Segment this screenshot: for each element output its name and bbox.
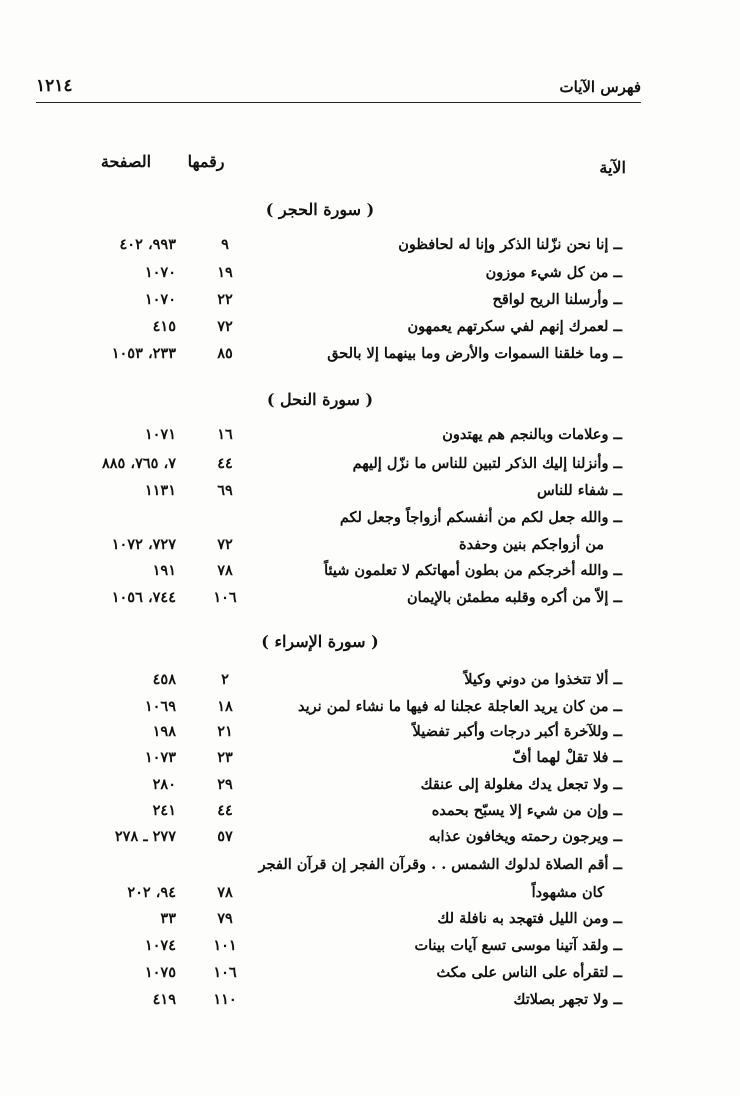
index-row xyxy=(0,937,740,963)
page-references: ٤١٥ xyxy=(152,318,176,335)
surah-title: ( سورة النحل ) xyxy=(266,390,374,409)
verse-text: ــ وللآخرة أكبر درجات وأكبر تفضيلاً xyxy=(412,723,622,740)
page-references: ٧٢٧، ١٠٧٢ xyxy=(111,536,176,553)
verse-text: ــ من كان يريد العاجلة عجلنا له فيها ما نشاء لمن نريد xyxy=(298,698,622,715)
index-row xyxy=(0,802,740,828)
index-row xyxy=(0,589,740,615)
verse-number: ٤٤ xyxy=(217,802,233,819)
index-row xyxy=(0,698,740,724)
verse-text: ــ من كل شيء موزون xyxy=(485,264,622,281)
index-row xyxy=(0,291,740,317)
index-row xyxy=(0,910,740,936)
verse-text: ــ ولا تجهر بصلاتك xyxy=(513,991,622,1008)
index-row xyxy=(0,884,740,910)
page-references: ٢٧٧ ـ ٢٧٨ xyxy=(114,828,176,845)
verse-text: ــ لتقرأه على الناس على مكث xyxy=(436,964,622,981)
page-references: ٢٣٣، ١٠٥٣ xyxy=(111,345,176,362)
page-references: ١٠٧٤ xyxy=(144,937,176,954)
verse-number: ١٨ xyxy=(217,698,233,715)
verse-text: ــ ولقد آتينا موسى تسع آيات بينات xyxy=(414,937,622,954)
verse-text: ــ ولا تجعل يدك مغلولة إلى عنقك xyxy=(420,776,622,793)
index-row xyxy=(0,828,740,854)
verse-text: ــ إلاّ من أكره وقلبه مطمئن بالإيمان xyxy=(407,589,622,606)
verse-number: ٢ xyxy=(221,671,229,688)
column-header-verse: الآية xyxy=(599,158,626,177)
verse-number: ٤٤ xyxy=(217,455,233,472)
verse-number: ٧٨ xyxy=(217,884,233,901)
verse-text: ــ وإن من شيء إلا يسبّح بحمده xyxy=(431,802,622,819)
verse-number: ٧٩ xyxy=(217,910,233,927)
verse-number: ١٦ xyxy=(217,426,233,443)
index-row xyxy=(0,991,740,1017)
page-references: ١٠٦٩ xyxy=(144,698,176,715)
page-references: ١٠٧٠ xyxy=(144,264,176,281)
verse-number: ٧٢ xyxy=(217,318,233,335)
verse-number: ١٠١ xyxy=(213,937,237,954)
index-row xyxy=(0,509,740,535)
page-references: ١١٣١ xyxy=(144,482,176,499)
page-references: ١٩١ xyxy=(152,562,176,579)
verse-number: ٢٣ xyxy=(217,749,233,766)
page-references: ١٠٧٥ xyxy=(144,964,176,981)
index-row xyxy=(0,426,740,452)
verse-number: ٦٩ xyxy=(217,482,233,499)
verse-text: ــ ومن الليل فتهجد به نافلة لك xyxy=(437,910,622,927)
page-references: ٩٤، ٢٠٢ xyxy=(127,884,176,901)
verse-number: ١٩ xyxy=(217,264,233,281)
page-references: ٩٩٣، ٤٠٢ xyxy=(119,236,176,253)
page-references: ٣٣ xyxy=(160,910,176,927)
verse-number: ٩ xyxy=(221,236,229,253)
verse-number: ٧٢ xyxy=(217,536,233,553)
verse-number: ١٠٦ xyxy=(213,589,237,606)
page-references: ١٠٧٠ xyxy=(144,291,176,308)
page-references: ٧، ٧٦٥، ٨٨٥ xyxy=(101,455,176,472)
column-header-page: الصفحة xyxy=(100,152,152,171)
page-references: ١٠٧١ xyxy=(144,426,176,443)
page-references: ٢٨٠ xyxy=(152,776,176,793)
index-row xyxy=(0,749,740,775)
verse-text: ــ فلا تقلْ لهما أفّ xyxy=(512,749,622,766)
verse-number: ٢٩ xyxy=(217,776,233,793)
verse-text: ــ والله جعل لكم من أنفسكم أزواجاً وجعل لكم xyxy=(339,509,622,526)
verse-text: ــ أقم الصلاة لدلوك الشمس . . وقرآن الفجر إن قرآن الفجر xyxy=(258,856,622,873)
verse-text: ــ وأنزلنا إليك الذكر لتبين للناس ما نزّل إليهم xyxy=(352,455,622,472)
verse-text: ــ إنا نحن نزّلنا الذكر وإنا له لحافظون xyxy=(398,236,622,253)
index-row xyxy=(0,856,740,882)
page-number: ١٢١٤ xyxy=(36,76,73,96)
verse-text: ــ والله أخرجكم من بطون أمهاتكم لا تعلمون شيئاً xyxy=(324,562,622,579)
verse-number: ٨٥ xyxy=(217,345,233,362)
index-row xyxy=(0,562,740,588)
verse-text: ــ وعلامات وبالنجم هم يهتدون xyxy=(442,426,622,443)
index-row xyxy=(0,455,740,481)
verse-text: ــ وما خلقنا السموات والأرض وما بينهما إلا بالحق xyxy=(327,345,622,362)
page-references: ٢٤١ xyxy=(152,802,176,819)
verse-text: ــ وأرسلنا الريح لواقح xyxy=(492,291,622,308)
index-row xyxy=(0,671,740,697)
index-row xyxy=(0,536,740,562)
page-references: ١٩٨ xyxy=(152,723,176,740)
index-row xyxy=(0,345,740,371)
verse-number: ٢٢ xyxy=(217,291,233,308)
page-references: ٧٤٤، ١٠٥٦ xyxy=(111,589,176,606)
page-references: ١٠٧٣ xyxy=(144,749,176,766)
index-row xyxy=(0,482,740,508)
verse-number: ١١٠ xyxy=(213,991,237,1008)
column-header-number: رقمها xyxy=(187,152,225,171)
verse-text: من أزواجكم بنين وحفدة xyxy=(459,536,604,553)
index-row xyxy=(0,236,740,262)
index-row xyxy=(0,264,740,290)
index-row xyxy=(0,318,740,344)
verse-number: ١٠٦ xyxy=(213,964,237,981)
verse-text: كان مشهوداً xyxy=(531,884,604,901)
verse-number: ٥٧ xyxy=(217,828,233,845)
page-references: ٤١٩ xyxy=(152,991,176,1008)
verse-number: ٢١ xyxy=(217,723,233,740)
verse-text: ــ ألا تتخذوا من دوني وكيلاً xyxy=(464,671,622,688)
running-head xyxy=(36,72,641,103)
verse-number: ٧٨ xyxy=(217,562,233,579)
surah-title: ( سورة الإسراء ) xyxy=(261,632,379,651)
index-row xyxy=(0,776,740,802)
surah-title: ( سورة الحجر ) xyxy=(265,200,375,219)
index-row xyxy=(0,964,740,990)
page-references: ٤٥٨ xyxy=(152,671,176,688)
verse-text: ــ لعمرك إنهم لفي سكرتهم يعمهون xyxy=(407,318,622,335)
index-row xyxy=(0,723,740,749)
verse-text: ــ ويرجون رحمته ويخافون عذابه xyxy=(428,828,622,845)
verse-text: ــ شفاء للناس xyxy=(536,482,622,499)
running-title: فهرس الآيات xyxy=(559,78,641,96)
